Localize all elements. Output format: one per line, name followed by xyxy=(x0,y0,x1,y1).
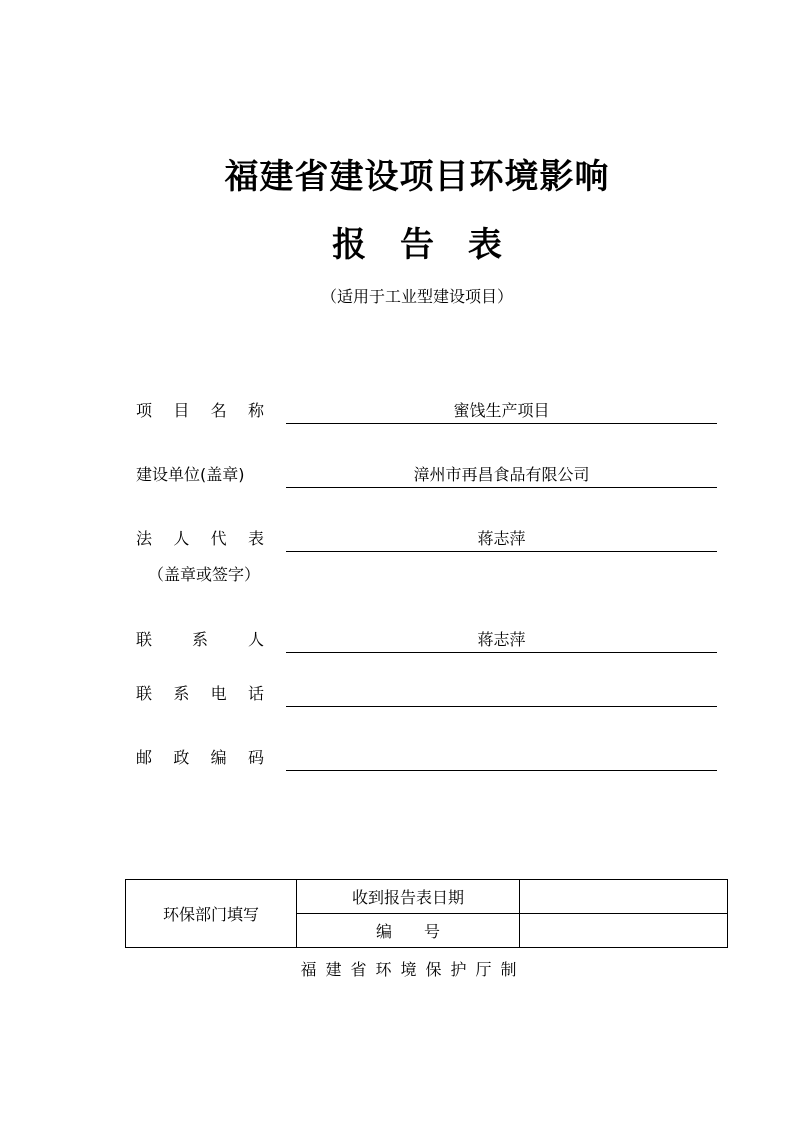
received-date-field[interactable] xyxy=(520,880,728,914)
number-field[interactable] xyxy=(520,914,728,948)
dept-label-cell: 环保部门填写 xyxy=(126,880,297,948)
field-postal-code[interactable] xyxy=(286,746,717,771)
row-legal-rep xyxy=(0,527,794,557)
label-legal-rep-note: （盖章或签字） xyxy=(148,565,261,584)
field-contact-person[interactable]: 蒋志萍 xyxy=(286,628,717,653)
label-legal-rep: 法 人 代 表 xyxy=(136,529,264,548)
row-project-name xyxy=(0,399,794,429)
dept-fill-table xyxy=(125,879,728,948)
label-contact-person: 联 系 人 xyxy=(136,630,264,649)
row-contact-person xyxy=(0,628,794,658)
field-construction-unit[interactable]: 漳州市再昌食品有限公司 xyxy=(286,463,717,488)
field-project-name[interactable]: 蜜饯生产项目 xyxy=(286,399,717,424)
issuer-footer: 福建省环境保护厅制 xyxy=(300,960,526,979)
document-subtitle: （适用于工业型建设项目） xyxy=(320,287,513,306)
row-postal-code xyxy=(0,746,794,776)
document-title-line2: 报 告 表 xyxy=(332,225,502,265)
field-contact-phone[interactable] xyxy=(286,682,717,707)
field-legal-rep[interactable]: 蒋志萍 xyxy=(286,527,717,552)
row-contact-phone xyxy=(0,682,794,712)
label-project-name: 项 目 名 称 xyxy=(136,401,264,420)
label-postal-code: 邮 政 编 码 xyxy=(136,748,264,767)
number-label: 编 号 xyxy=(297,914,520,948)
table-row xyxy=(126,880,728,914)
received-date-label: 收到报告表日期 xyxy=(297,880,520,914)
label-construction-unit: 建设单位(盖章) xyxy=(136,465,245,484)
document-title: 福建省建设项目环境影响 xyxy=(224,157,610,197)
label-contact-phone: 联 系 电 话 xyxy=(136,684,264,703)
row-construction-unit xyxy=(0,463,794,493)
